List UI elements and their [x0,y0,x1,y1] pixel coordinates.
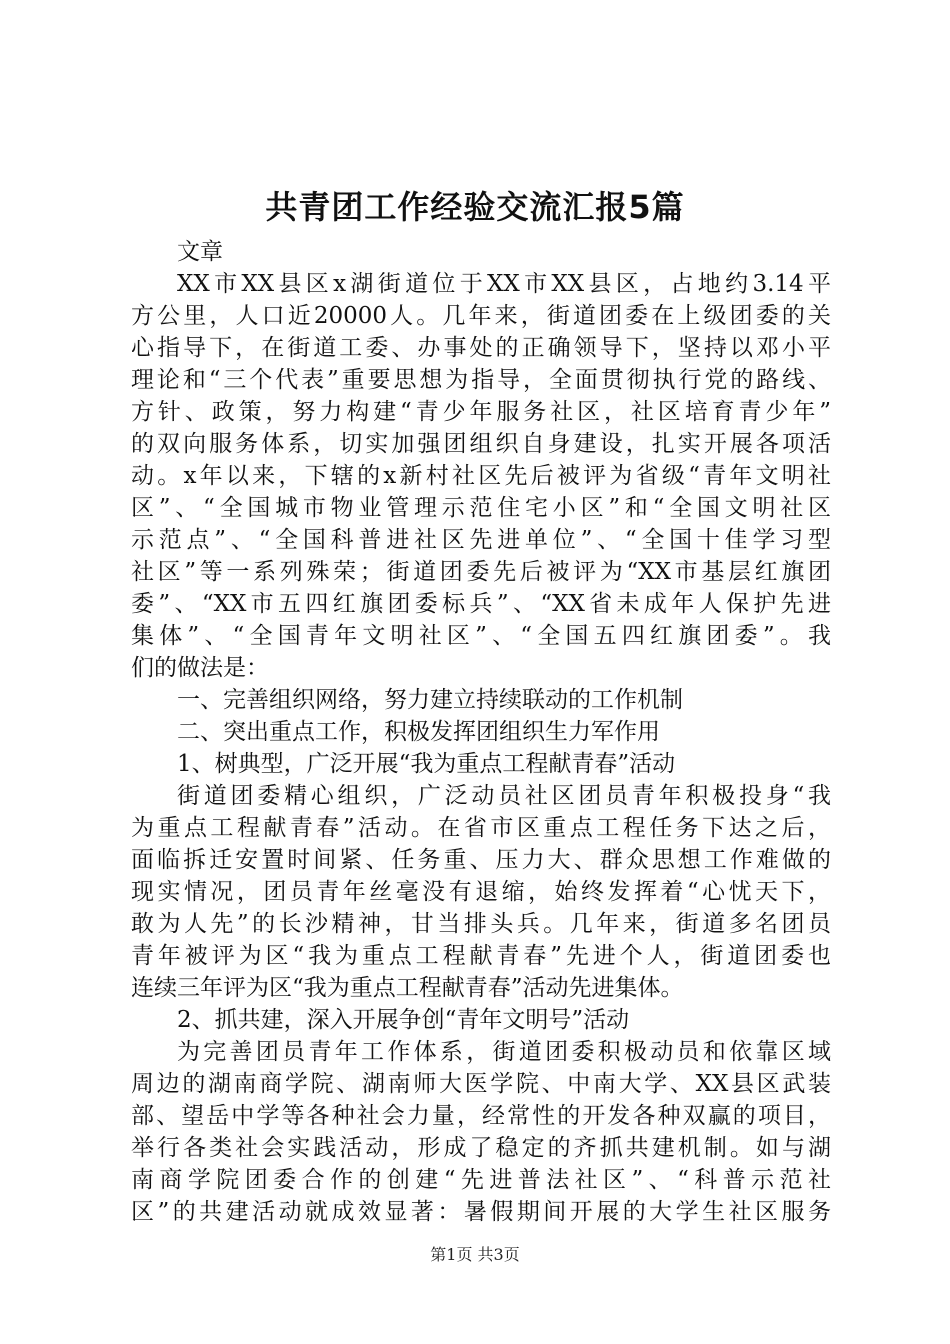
body-line: 青年被评为区“我为重点工程献青春”先进个人，街道团委也 [131,943,831,969]
body-line: 周边的湖南商学院、湖南师大医学院、中南大学、XX县区武装 [131,1071,831,1097]
document-body [131,236,831,1228]
subsection-heading: 1、树典型，广泛开展“我为重点工程献青春”活动 [177,751,676,777]
body-line: 敢为人先”的长沙精神，甘当排头兵。几年来，街道多名团员 [131,911,831,937]
body-line: 区”的共建活动就成效显著：暑假期间开展的大学生社区服务 [131,1199,831,1225]
body-line: 动。x年以来，下辖的x新村社区先后被评为省级“青年文明社 [131,463,831,489]
body-line: 部、望岳中学等各种社会力量，经常性的开发各种双赢的项目， [131,1103,831,1129]
subsection-heading: 2、抓共建，深入开展争创“青年文明号”活动 [177,1007,630,1033]
body-line: 们的做法是： [131,655,269,681]
body-line: XX市XX县区x湖街道位于XX市XX县区，占地约3.14平 [177,271,831,297]
body-line: 为完善团员青年工作体系，街道团委积极动员和依靠区域 [177,1039,831,1065]
section-heading: 一、完善组织网络，努力建立持续联动的工作机制 [177,687,683,713]
body-line: 心指导下，在街道工委、办事处的正确领导下，坚持以邓小平 [131,335,831,361]
body-line: 的双向服务体系，切实加强团组织自身建设，扎实开展各项活 [131,431,831,457]
body-line: 街道团委精心组织，广泛动员社区团员青年积极投身“我 [177,783,831,809]
body-line: 理论和“三个代表”重要思想为指导，全面贯彻执行党的路线、 [131,367,831,393]
body-line: 方针、政策，努力构建“青少年服务社区，社区培育青少年” [131,399,831,425]
body-line: 区”、“全国城市物业管理示范住宅小区”和“全国文明社区 [131,495,831,521]
document-title: 共青团工作经验交流汇报5篇 [265,188,685,226]
body-line: 举行各类社会实践活动，形成了稳定的齐抓共建机制。如与湖 [131,1135,831,1161]
body-line: 文章 [177,239,223,265]
body-line: 示范点”、“全国科普进社区先进单位”、“全国十佳学习型 [131,527,831,553]
section-heading: 二、突出重点工作，积极发挥团组织生力军作用 [177,719,660,745]
body-line: 方公里，人口近20000人。几年来，街道团委在上级团委的关 [131,303,831,329]
body-line: 南商学院团委合作的创建“先进普法社区”、“科普示范社 [131,1167,831,1193]
body-line: 为重点工程献青春”活动。在省市区重点工程任务下达之后， [131,815,831,841]
page-number-footer: 第1页 共3页 [430,1245,520,1264]
body-line: 委”、“XX市五四红旗团委标兵”、“XX省未成年人保护先进 [131,591,831,617]
body-line: 现实情况，团员青年丝毫没有退缩，始终发挥着“心忧天下， [131,879,831,905]
body-line: 社区”等一系列殊荣；街道团委先后被评为“XX市基层红旗团 [131,559,831,585]
body-line: 面临拆迁安置时间紧、任务重、压力大、群众思想工作难做的 [131,847,831,873]
body-line: 连续三年评为区“我为重点工程献青春”活动先进集体。 [131,975,684,1001]
body-line: 集体”、“全国青年文明社区”、“全国五四红旗团委”。我 [131,623,831,649]
